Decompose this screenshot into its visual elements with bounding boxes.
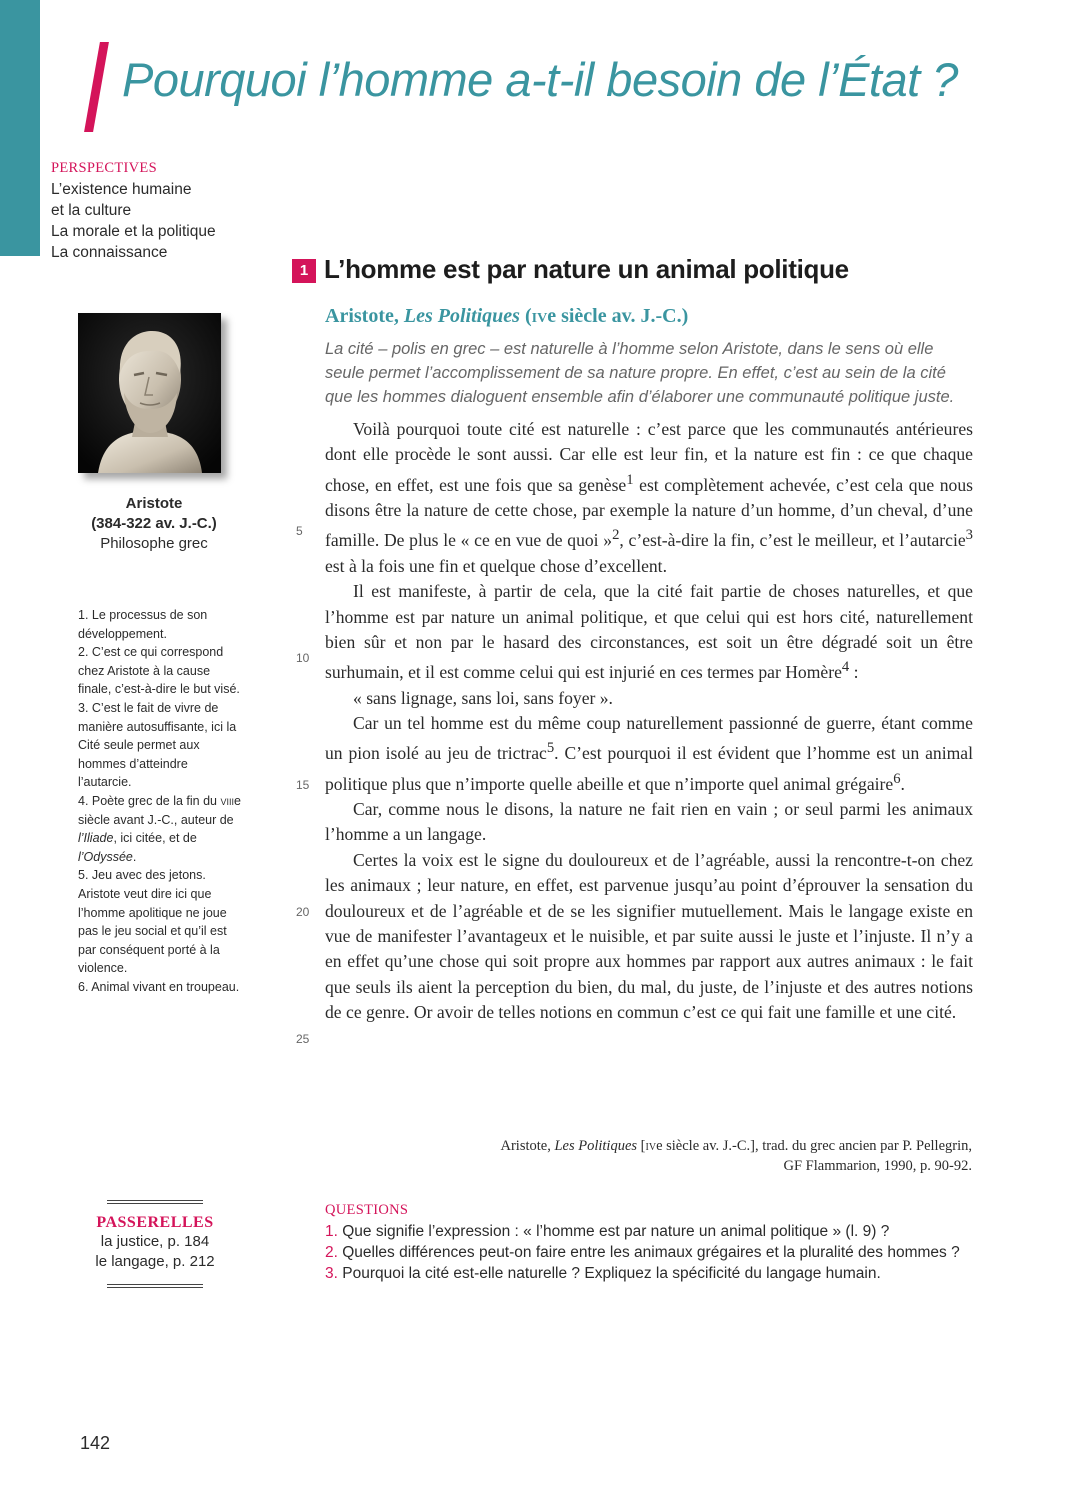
- footnote-6: 6. Animal vivant en troupeau.: [78, 979, 240, 994]
- paragraph-3: Car un tel homme est du même coup naturellement passionné de guerre, étant comme un pion isolé au jeu de trictrac$^5$. C’est pourquoi il est évident que l’homme est un animal politique plus que n’importe quelle abeille et que n’importe quel animal grégaire$^6$.: [325, 713, 973, 794]
- portrait-name: Aristote: [125, 495, 183, 512]
- footnote-5: 5. Jeu avec des jetons. Aristote veut dire ici que l’homme apolitique ne joue pas le jeu social et qu’il est par conséquent porté à la violence.: [78, 868, 227, 976]
- teal-side-bar: [0, 0, 40, 256]
- perspectives-box: [51, 158, 216, 263]
- line-number: 20: [296, 905, 310, 919]
- passerelles-title: PASSERELLES: [96, 1214, 214, 1231]
- section-number-badge: 1: [292, 259, 316, 283]
- page-number: 142: [80, 1433, 111, 1453]
- line-number: 10: [296, 651, 310, 665]
- footnote-3: 3. C’est le fait de vivre de manière autosuffisante, ici la Cité seule permet aux hommes d’atteindre l’autarcie.: [78, 700, 237, 790]
- perspective-item: L’existence humaine: [51, 181, 192, 198]
- line-number: 15: [296, 778, 310, 792]
- footnote-2: 2. C’est ce qui correspond chez Aristote à la cause finale, c’est-à-dire le but visé.: [78, 645, 240, 697]
- line-number: 25: [296, 1032, 310, 1046]
- questions-block: [325, 1200, 975, 1284]
- main-text: [325, 417, 973, 1026]
- aristotle-bust-image: [78, 313, 221, 473]
- divider: [107, 1284, 203, 1288]
- perspective-item: La connaissance: [51, 244, 168, 261]
- homer-quote: « sans lignage, sans loi, sans foyer ».: [353, 687, 613, 708]
- question-item: 2. Quelles différences peut-on faire entre les animaux grégaires et la pluralité des hommes ?: [325, 1244, 960, 1261]
- footnote-1: 1. Le processus de son développement.: [78, 608, 208, 641]
- paragraph-2: Il est manifeste, à partir de cela, que la cité fait partie de choses naturelles, et que l’homme est par nature un animal politique, et que celui qui est hors cité, naturellement bien sûr et non par le hasard des circonstances, est soit un être dégradé soit un être surhumain, et il est comme celui qui est injurié en ces termes par Homère$^4$ :: [325, 581, 973, 683]
- portrait-role: Philosophe grec: [100, 535, 208, 552]
- passerelles-box: [95, 1200, 215, 1288]
- aristotle-portrait: [78, 313, 221, 473]
- footnotes: [78, 606, 243, 996]
- paragraph-1: Voilà pourquoi toute cité est naturelle : c’est parce que les communautés antérieures dont elle procède le sont aussi. Car elle est leur fin, et la nature est fin : ce que chaque chose, en effet, est une fois que sa genèse$^1$ est complètement achevée, c’est cela que nous disons être la nature de cette chose, par exemple la nature d’un homme, d’un cheval, d’une famille. De plus le « ce en vue de quoi »$^2$, c’est-à-dire la fin, c’est le meilleur, et l’autarcie$^3$ est à la fois une fin et quelque chose d’excellent.: [325, 419, 973, 576]
- page-title: Pourquoi l’homme a-t-il besoin de l’État ?: [122, 53, 958, 106]
- question-item: 1. Que signifie l’expression : « l’homme est par nature un animal politique » (l. 9) ?: [325, 1223, 890, 1240]
- divider: [107, 1200, 203, 1204]
- footnote-4: 4. Poète grec de la fin du viiie siècle avant J.-C., auteur de l’Iliade, ici citée, et de l’Odyssée.: [78, 793, 241, 864]
- title-slash-mark: [84, 42, 109, 132]
- paragraph-5: Certes la voix est le signe du douloureux et de l’agréable, aussi la rencontre-t-on chez les animaux ; leur nature, en effet, est parvenue jusqu’au point d’éprouver la sensation du douloureux et de l’agréable et de se les signifier mutuellement. Mais le langage existe en vue de manifester l’avantageux et le nuisible, et par suite aussi le juste et l’injuste. Il n’y a en effet qu’une chose qui soit propre aux hommes par rapport aux autres animaux : le fait que seuls ils aient la perception du bien, du mal, du juste, de l’injuste et des autres notions de ce genre. Or avoir de telles notions en commun c’est ce qui fait une famille et une cité.: [325, 849, 973, 1023]
- perspectives-label: PERSPECTIVES: [51, 160, 157, 176]
- perspective-item: La morale et la politique: [51, 223, 216, 240]
- section-title: L’homme est par nature un animal politique: [324, 254, 849, 284]
- source-citation: Aristote, Les Politiques [ive siècle av. J.-C.], trad. du grec ancien par P. Pellegrin, GF Flammarion, 1990, p. 90-92.: [500, 1138, 972, 1174]
- intro-text: La cité – polis en grec – est naturelle à l’homme selon Aristote, dans le sens où elle seule permet l’accomplissement de sa nature propre. En effet, c’est au sein de la cité que les hommes dialoguent ensemble afin d’élaborer une communauté politique juste.: [325, 340, 955, 406]
- perspective-item: et la culture: [51, 202, 132, 219]
- author-work-line: Aristote, Les Politiques (ive siècle av. J.-C.): [325, 305, 689, 327]
- questions-heading: QUESTIONS: [325, 1202, 409, 1218]
- paragraph-4: Car, comme nous le disons, la nature ne fait rien en vain ; or seul parmi les animaux l’homme a un langage.: [325, 798, 973, 845]
- passerelle-link[interactable]: le langage, p. 212: [95, 1253, 215, 1270]
- question-item: 3. Pourquoi la cité est-elle naturelle ? Expliquez la spécificité du langage humain.: [325, 1265, 881, 1282]
- portrait-dates: (384-322 av. J.-C.): [91, 515, 217, 532]
- portrait-caption: [70, 494, 238, 554]
- passerelle-link[interactable]: la justice, p. 184: [100, 1233, 210, 1250]
- line-number: 5: [296, 524, 303, 538]
